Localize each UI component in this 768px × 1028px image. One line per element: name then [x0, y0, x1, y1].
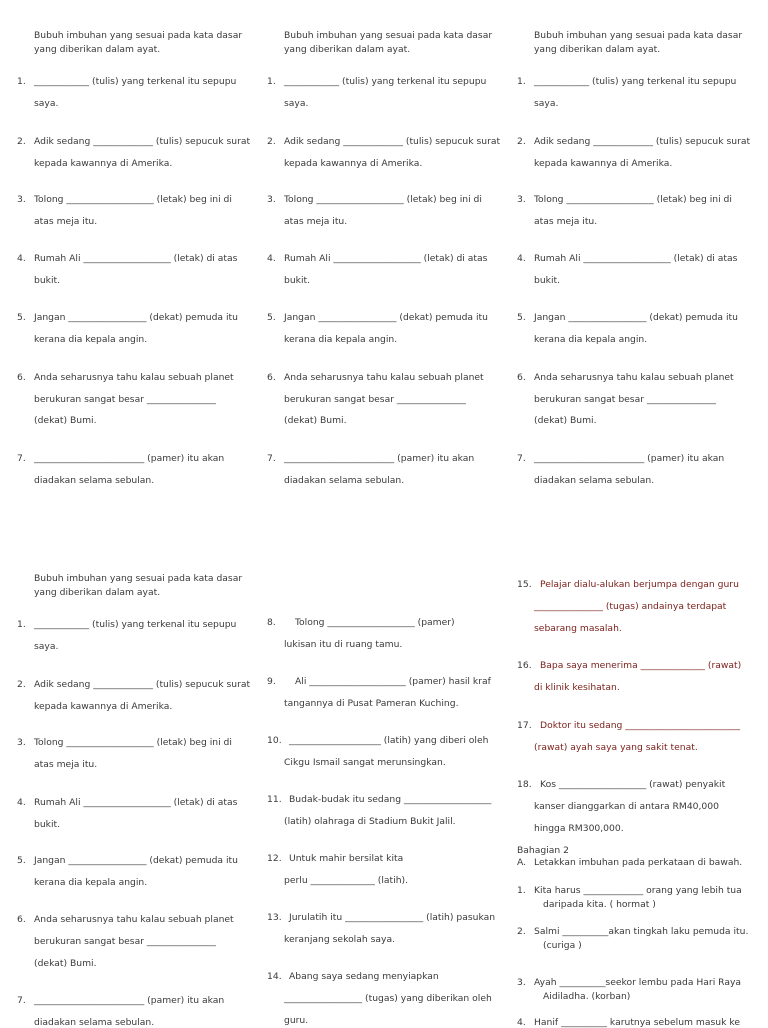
section-title: Bahagian 2 — [517, 845, 569, 856]
instruction-text: Bubuh imbuhan yang sesuai pada kata dasar yang diberikan dalam ayat. — [34, 573, 243, 598]
instruction-text: Bubuh imbuhan yang sesuai pada kata dasar yang diberikan dalam ayat. — [534, 30, 743, 55]
instruction-text: Bubuh imbuhan yang sesuai pada kata dasar yang diberikan dalam ayat. — [284, 30, 493, 55]
section-instruction: A. Letakkan imbuhan pada perkataan di bawah. — [517, 857, 743, 868]
instruction-text: Bubuh imbuhan yang sesuai pada kata dasar yang diberikan dalam ayat. — [34, 30, 243, 55]
